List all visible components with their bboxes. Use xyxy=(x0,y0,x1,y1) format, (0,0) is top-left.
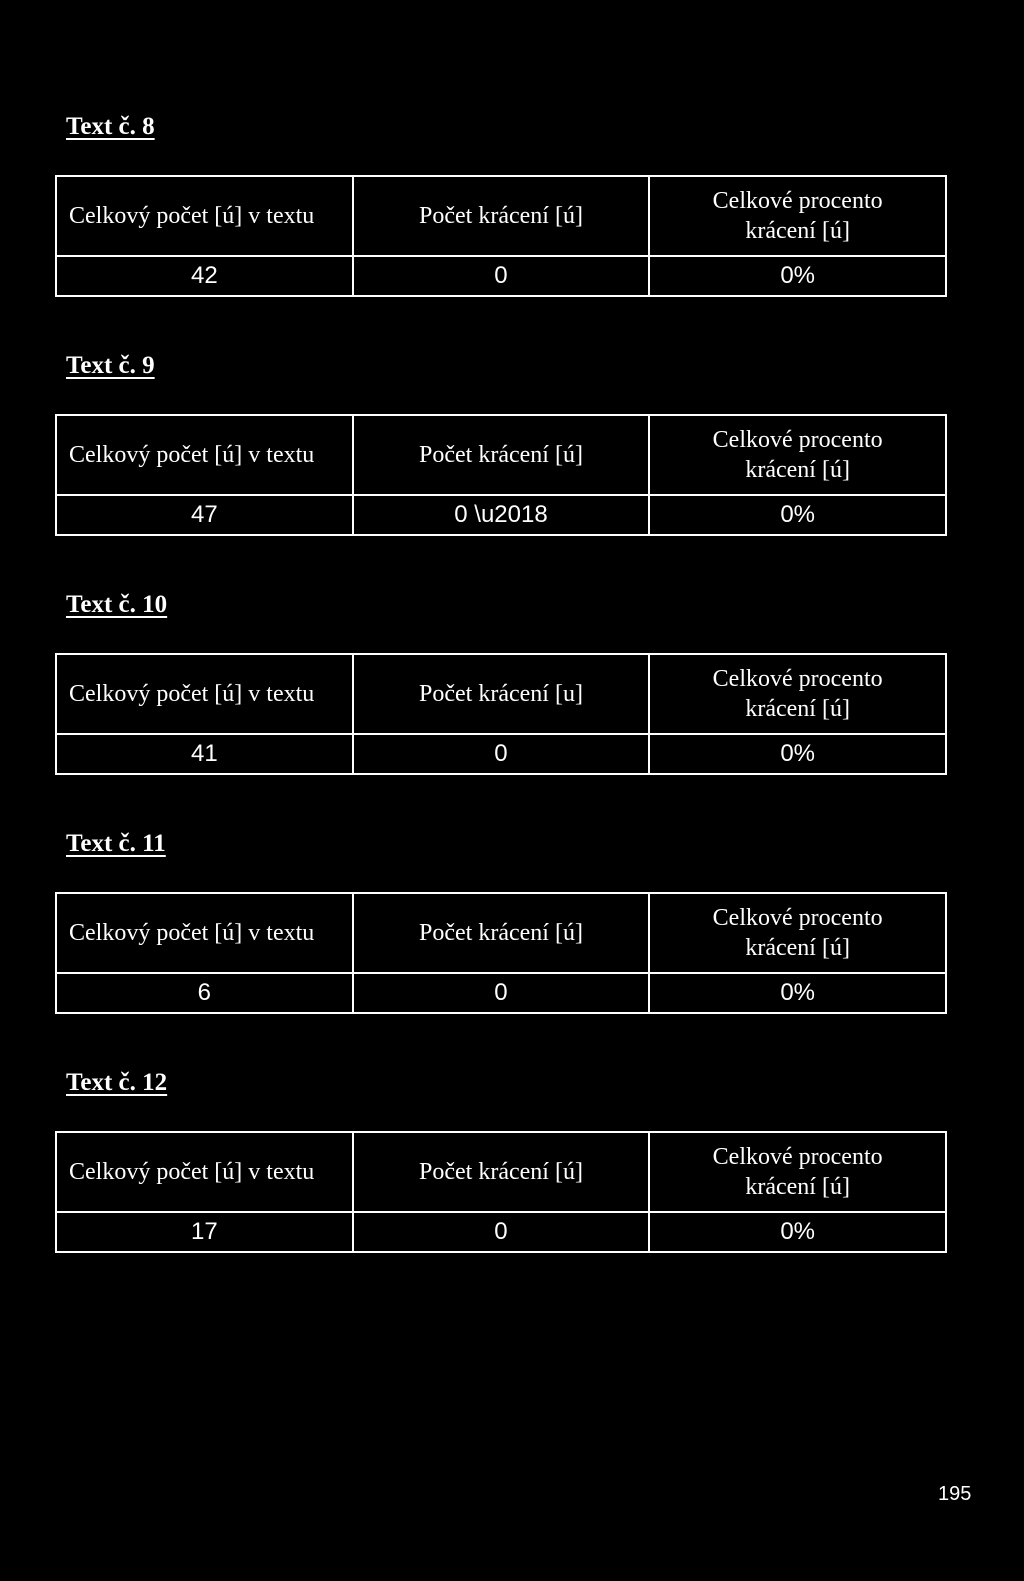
table-header-row xyxy=(56,893,946,973)
header-percent-line2: krácení [ú] xyxy=(745,696,850,722)
header-total-cell: Celkový počet [ú] v textu xyxy=(56,176,353,256)
total-value: 47 xyxy=(56,495,353,535)
total-value: 17 xyxy=(56,1212,353,1252)
cuts-value: 0 \u2018 xyxy=(353,495,650,535)
table-header-row xyxy=(56,415,946,495)
table-row xyxy=(56,973,946,1013)
percent-value: 0% xyxy=(649,1212,946,1252)
section-heading: Text č. 12 xyxy=(66,1069,168,1096)
header-total-cell: Celkový počet [ú] v textu xyxy=(56,654,353,734)
cuts-value: 0 xyxy=(353,256,650,296)
table-header-row xyxy=(56,1132,946,1212)
section-heading: Text č. 9 xyxy=(66,352,155,379)
percent-value: 0% xyxy=(649,256,946,296)
cuts-value: 0 xyxy=(353,734,650,774)
header-percent-cell xyxy=(649,654,946,734)
summary-table xyxy=(55,892,947,1014)
percent-value: 0% xyxy=(649,734,946,774)
header-percent-cell xyxy=(649,893,946,973)
header-cuts-cell: Počet krácení [u] xyxy=(353,654,650,734)
total-value: 41 xyxy=(56,734,353,774)
summary-table xyxy=(55,653,947,775)
header-cuts-cell: Počet krácení [ú] xyxy=(353,893,650,973)
header-cuts-cell: Počet krácení [ú] xyxy=(353,176,650,256)
section-heading: Text č. 10 xyxy=(66,591,168,618)
header-percent-line1: Celkové procento xyxy=(712,905,883,931)
header-cuts-cell: Počet krácení [ú] xyxy=(353,1132,650,1212)
header-percent-line1: Celkové procento xyxy=(712,188,883,214)
table-row xyxy=(56,1212,946,1252)
header-percent-line2: krácení [ú] xyxy=(745,935,850,961)
table-row xyxy=(56,256,946,296)
header-percent-line2: krácení [ú] xyxy=(745,218,850,244)
header-cuts-cell: Počet krácení [ú] xyxy=(353,415,650,495)
cuts-value: 0 xyxy=(353,973,650,1013)
header-percent-cell xyxy=(649,176,946,256)
header-percent-cell xyxy=(649,1132,946,1212)
header-total-cell: Celkový počet [ú] v textu xyxy=(56,415,353,495)
header-percent-cell xyxy=(649,415,946,495)
summary-table xyxy=(55,1131,947,1253)
table-row xyxy=(56,495,946,535)
summary-table xyxy=(55,175,947,297)
table-row xyxy=(56,734,946,774)
header-percent-line2: krácení [ú] xyxy=(745,1174,850,1200)
section-heading: Text č. 11 xyxy=(66,830,166,857)
total-value: 42 xyxy=(56,256,353,296)
percent-value: 0% xyxy=(649,495,946,535)
section-heading: Text č. 8 xyxy=(66,113,155,140)
summary-table xyxy=(55,414,947,536)
cuts-value: 0 xyxy=(353,1212,650,1252)
table-header-row xyxy=(56,176,946,256)
header-percent-line1: Celkové procento xyxy=(712,1144,883,1170)
total-value: 6 xyxy=(56,973,353,1013)
header-percent-line2: krácení [ú] xyxy=(745,457,850,483)
table-header-row xyxy=(56,654,946,734)
header-percent-line1: Celkové procento xyxy=(712,427,883,453)
percent-value: 0% xyxy=(649,973,946,1013)
header-total-cell: Celkový počet [ú] v textu xyxy=(56,893,353,973)
header-total-cell: Celkový počet [ú] v textu xyxy=(56,1132,353,1212)
header-percent-line1: Celkové procento xyxy=(712,666,883,692)
page-number: 195 xyxy=(938,1483,972,1505)
